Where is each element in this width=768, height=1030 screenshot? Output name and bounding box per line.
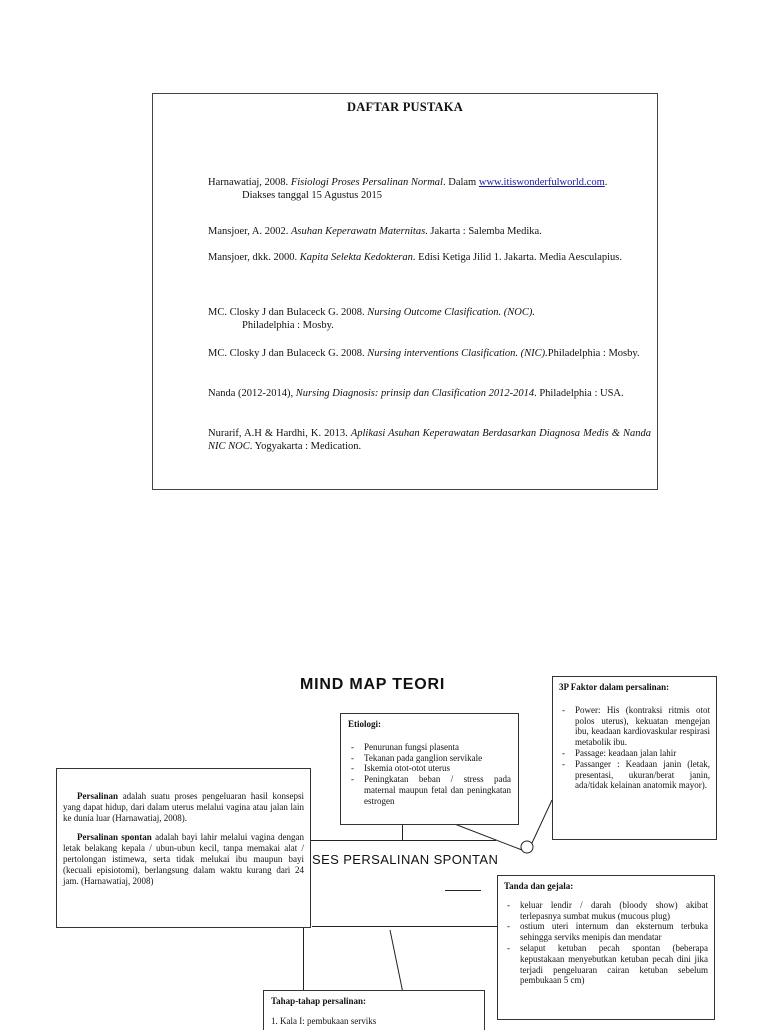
ref-author: Mansjoer, A. 2002.	[208, 226, 291, 237]
ref-continuation: Philadelphia : Mosby.	[242, 319, 334, 331]
center-topic: SES PERSALINAN SPONTAN	[312, 852, 499, 867]
definition-text: adalah bayi lahir melalui vagina dengan letak belakang kepala / ubun-ubun kecil, tanpa memakai alat / pertolongan istimewa, serta tidak melukai ibu maupun bayi (kecuali episiotomi), berlangsung dalam waktu kurang dari 24 jam. (Harnawatiaj, 2008)	[63, 832, 304, 886]
definition-box	[56, 768, 311, 928]
ref-detail: . Dalam	[442, 177, 479, 188]
ref-author: Nurarif, A.H & Hardhi, K. 2013.	[208, 428, 351, 439]
etiologi-title: Etiologi:	[348, 719, 381, 729]
tahap-item: 1. Kala I: pembukaan serviks	[271, 1015, 377, 1026]
ref-title-italic: Kapita Selekta Kedokteran	[299, 252, 413, 263]
tanda-title: Tanda dan gejala:	[504, 881, 574, 891]
definition-term: Persalinan	[77, 791, 119, 801]
references-title: DAFTAR PUSTAKA	[347, 100, 463, 114]
ref-title-italic: Nursing interventions Clasification. (NIC).	[367, 348, 548, 359]
ref-author: Mansjoer, dkk. 2000.	[208, 252, 300, 263]
ref-author: Harnawatiaj, 2008.	[208, 177, 291, 188]
ref-detail: . Edisi Ketiga Jilid 1. Jakarta. Media Aesculapius.	[412, 252, 622, 263]
faktor-box	[552, 676, 717, 840]
ref-title-italic: Asuhan Keperawatn Maternitas	[291, 226, 426, 237]
faktor-title: 3P Faktor dalam persalinan:	[559, 682, 670, 692]
ref-title-italic: Nursing Diagnosis: prinsip dan Clasification 2012-2014	[295, 388, 535, 399]
ref-title-italic: Nursing Outcome Clasification. (NOC).	[367, 307, 535, 318]
list-item: - Power: His (kontraksi ritmis otot polos uterus), kekuatan mengejan ibu, keadaan kardiovaskular respirasi metabolik ibu.	[559, 705, 710, 748]
definition-paragraph	[63, 791, 304, 823]
ref-detail: . Jakarta : Salemba Medika.	[425, 226, 542, 237]
faktor-list	[559, 705, 710, 791]
ref-title-italic: Fisiologi Proses Persalinan Normal	[290, 177, 443, 188]
list-item: - Tekanan pada ganglion servikale	[348, 753, 511, 764]
tahap-box	[263, 990, 485, 1030]
ref-detail: . Yogyakarta : Medication.	[249, 440, 362, 452]
tanda-box	[497, 875, 715, 1020]
ref-author: Nanda (2012-2014),	[208, 388, 296, 399]
ref-detail: Philadelphia : Mosby.	[547, 348, 640, 359]
tahap-title: Tahap-tahap persalinan:	[271, 996, 366, 1006]
tanda-list	[504, 900, 708, 986]
etiologi-list	[348, 742, 511, 807]
list-item: - keluar lendir / darah (bloody show) akibat terlepasnya sumbat mukus (mucous plug)	[504, 900, 708, 922]
ref-tail: .	[604, 177, 608, 188]
definition-text: adalah suatu proses pengeluaran hasil konsepsi yang dapat hidup, dari dalam uterus melalui vagina atau jalan lain ke dunia luar (Harnawatiaj, 2008).	[63, 791, 304, 823]
list-item: - Peningkatan beban / stress pada maternal maupun fetal dan peningkatan estrogen	[348, 774, 511, 806]
reference-link[interactable]: www.itiswonderfulworld.com	[478, 177, 605, 188]
list-item: - ostium uteri internum dan eksternum terbuka sehingga serviks menipis dan mendatar	[504, 921, 708, 943]
list-item: - Passanger : Keadaan janin (letak, presentasi, ukuran/berat janin, ada/tidak kelainan anatomik mayor).	[559, 759, 710, 791]
mindmap-title: MIND MAP TEORI	[300, 676, 446, 693]
list-item: - Penurunan fungsi plasenta	[348, 742, 511, 753]
ref-detail: . Philadelphia : USA.	[534, 388, 624, 399]
etiologi-box	[340, 713, 519, 825]
list-item: - selaput ketuban pecah spontan (beberapa kepustakaan menyebutkan ketuban pecah dini jika terjadi pengeluaran cairan ketuban sebelum pembukaan 5 cm)	[504, 943, 708, 986]
list-item: - Iskemia otot-otot uterus	[348, 763, 511, 774]
definition-paragraph	[63, 832, 304, 886]
definition-term: Persalinan spontan	[77, 832, 152, 843]
ref-author: MC. Closky J dan Bulaceck G. 2008.	[208, 348, 368, 359]
ref-continuation: Diakses tanggal 15 Agustus 2015	[242, 189, 382, 201]
ref-author: MC. Closky J dan Bulaceck G. 2008.	[208, 307, 368, 318]
ref-title-italic: Aplikasi Asuhan Keperawatan Berdasarkan Diagnosa Medis & Nanda NIC NOC	[208, 428, 651, 452]
list-item: - Passage: keadaan jalan lahir	[559, 748, 710, 759]
